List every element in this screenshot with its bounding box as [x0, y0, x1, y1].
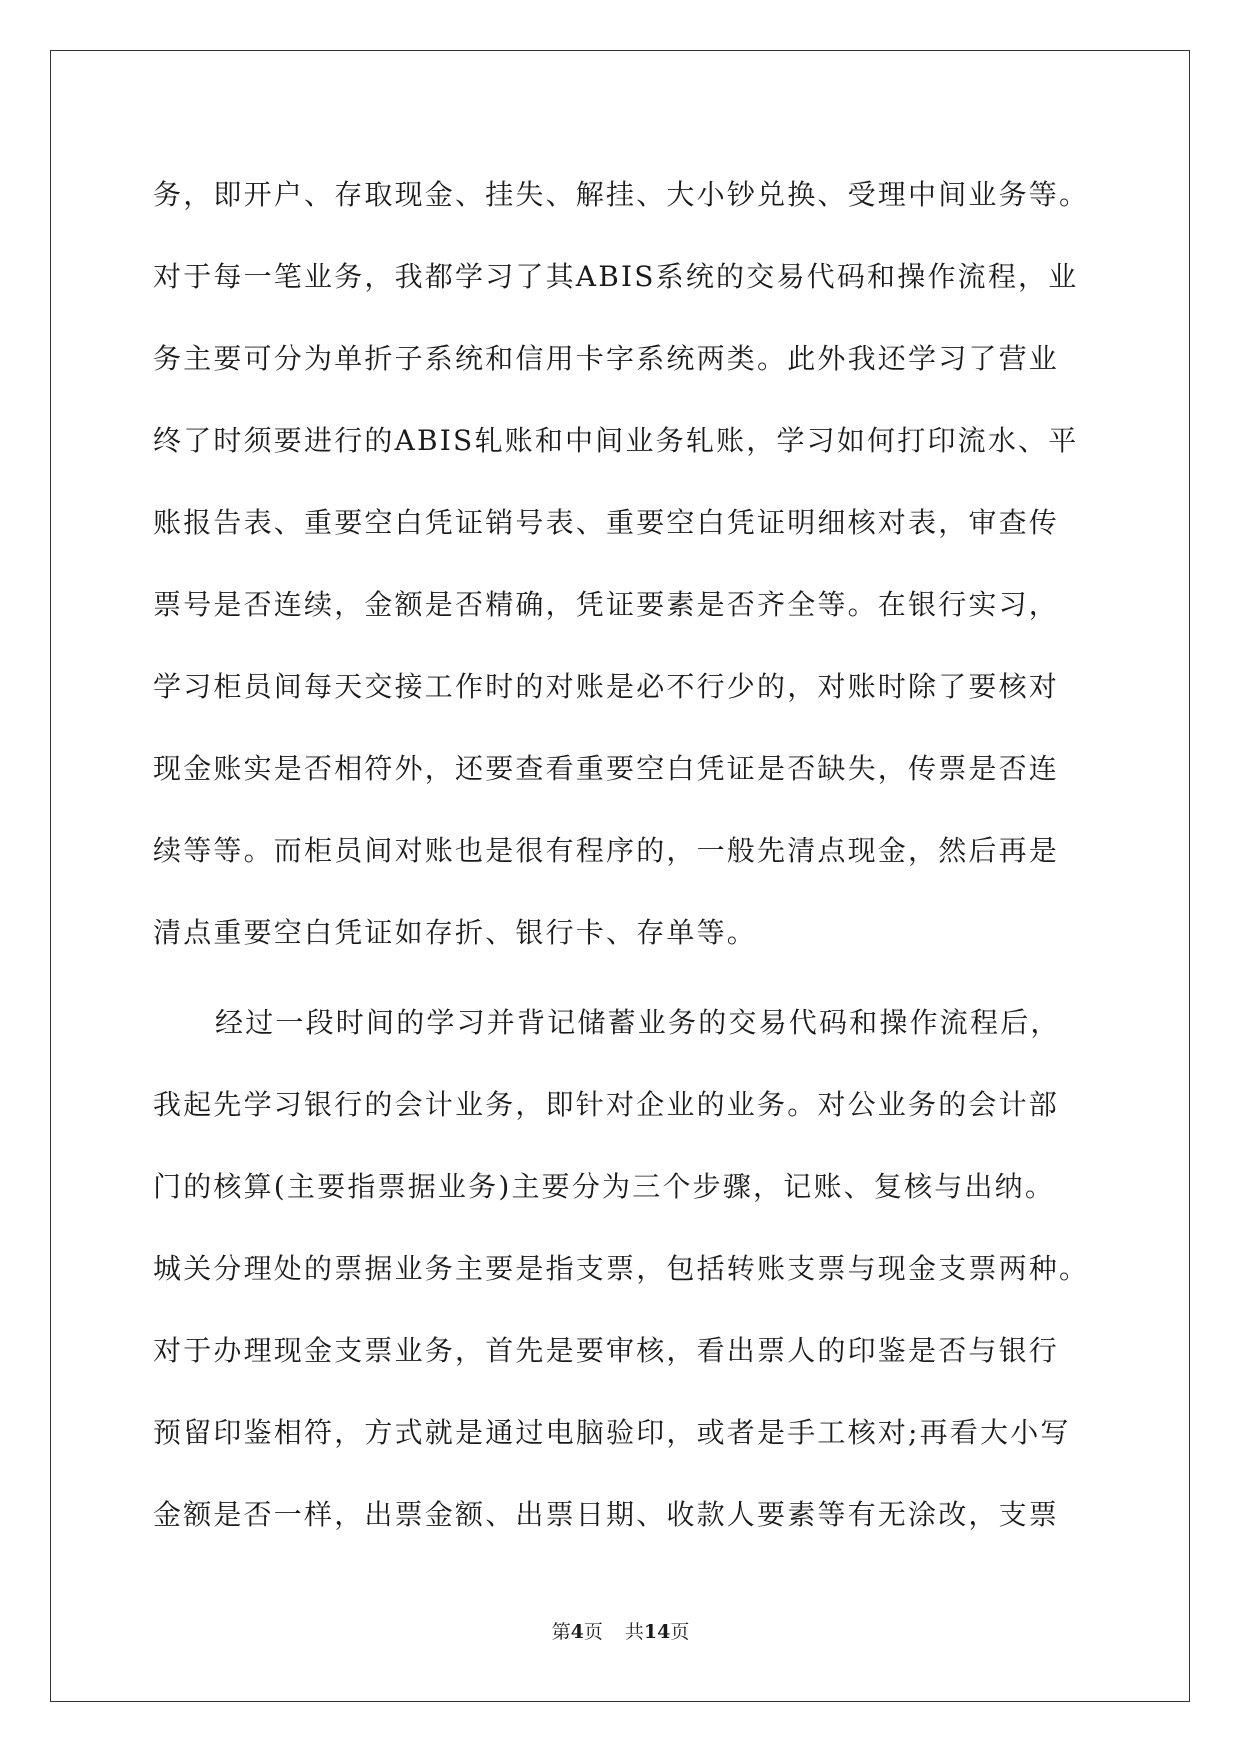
text-line: 续等等。而柜员间对账也是很有程序的，一般先清点现金，然后再是: [153, 834, 1060, 867]
paragraph-gap: [153, 974, 1093, 982]
total-suffix: 页: [670, 1621, 690, 1643]
text-line: 现金账实是否相符外，还要查看重要空白凭证是否缺失，传票是否连: [153, 752, 1060, 785]
text-line: 学习柜员间每天交接工作时的对账是必不行少的，对账时除了要核对: [153, 670, 1060, 703]
total-page-count: 14: [643, 1621, 671, 1643]
text-line: 我起先学习银行的会计业务，即针对企业的业务。对公业务的会计部: [153, 1088, 1060, 1121]
text-line: 票号是否连续，金额是否精确，凭证要素是否齐全等。在银行实习，: [153, 588, 1060, 621]
total-prefix: 共: [624, 1621, 644, 1643]
text-line: 清点重要空白凭证如存折、银行卡、存单等。: [153, 916, 758, 949]
text-line: 务，即开户、存取现金、挂失、解挂、大小钞兑换、受理中间业务等。: [153, 178, 1090, 211]
page-footer: [0, 1620, 1241, 1644]
text-line: 务主要可分为单折子系统和信用卡字系统两类。此外我还学习了营业: [153, 342, 1060, 375]
text-line: 对于每一笔业务，我都学习了其ABIS系统的交易代码和操作流程，业: [153, 260, 1079, 293]
page-prefix: 第: [551, 1621, 571, 1643]
text-line: 金额是否一样，出票金额、出票日期、收款人要素等有无涂改，支票: [153, 1498, 1060, 1531]
current-page-number: 4: [570, 1621, 584, 1643]
document-body: [153, 154, 1093, 1556]
text-line: 账报告表、重要空白凭证销号表、重要空白凭证明细核对表，审查传: [153, 506, 1060, 539]
text-line: 对于办理现金支票业务，首先是要审核，看出票人的印鉴是否与银行: [153, 1334, 1060, 1367]
page-suffix: 页: [583, 1621, 603, 1643]
text-line: 城关分理处的票据业务主要是指支票，包括转账支票与现金支票两种。: [153, 1252, 1090, 1285]
text-line: 终了时须要进行的ABIS轧账和中间业务轧账，学习如何打印流水、平: [153, 424, 1079, 457]
text-line: 预留印鉴相符，方式就是通过电脑验印，或者是手工核对;再看大小写: [153, 1416, 1071, 1449]
text-line: 门的核算(主要指票据业务)主要分为三个步骤，记账、复核与出纳。: [153, 1170, 1056, 1203]
text-line: 经过一段时间的学习并背记储蓄业务的交易代码和操作流程后，: [215, 1006, 1061, 1039]
